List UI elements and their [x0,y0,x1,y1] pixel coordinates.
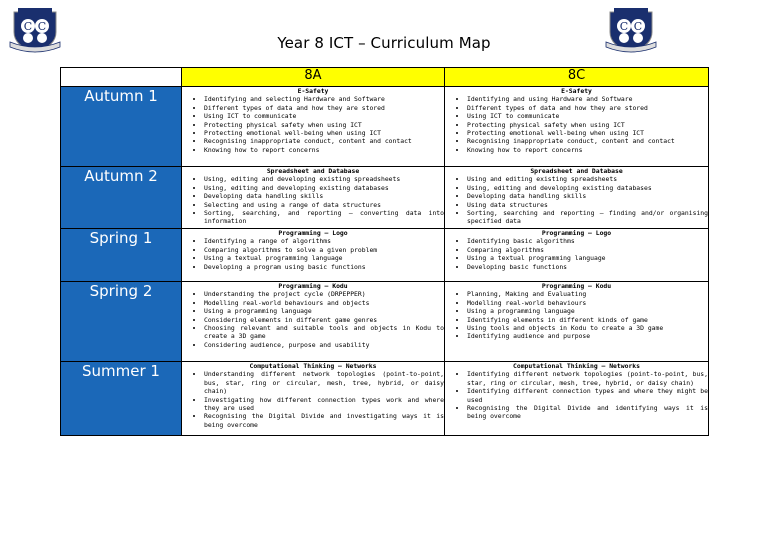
unit-title: Spreadsheet and Database [530,167,623,175]
list-item: • Knowing how to report concerns [467,146,708,154]
list-item: • Comparing algorithms to solve a given problem [204,246,444,254]
unit-title: Computational Thinking – Networks [249,362,377,370]
objective-list [182,95,444,154]
objective-list [445,175,708,225]
objective-list [182,370,444,429]
unit-title: Programming – Logo [278,229,348,237]
list-item: • Recognising inappropriate conduct, content and contact [204,137,444,145]
svg-text:C: C [633,20,643,33]
cell-8c [445,167,709,229]
unit-title: Spreadsheet and Database [266,167,360,175]
curriculum-table [60,67,709,436]
list-item: • Modelling real-world behaviours [467,299,708,307]
list-item: • Understanding different network topologies (point-to-point, bus, star, ring or circular, mesh, tree, hybrid, or daisy chain) [204,370,444,395]
list-item: • Developing basic functions [467,263,708,271]
cell-8a [182,167,445,229]
cell-8c [445,362,709,436]
list-item: • Recognising the Digital Divide and investigating ways it is being overcome [204,412,444,429]
list-item: • Comparing algorithms [467,246,708,254]
list-item: • Sorting, searching and reporting – finding and/or organising specified data [467,209,708,226]
objective-list [445,290,708,340]
list-item: • Using ICT to communicate [204,112,444,120]
table-row [61,167,709,229]
list-item: • Planning, Making and Evaluating [467,290,708,298]
list-item: • Recognising the Digital Divide and identifying ways it is being overcome [467,404,708,421]
cell-8a [182,87,445,167]
list-item: • Considering audience, purpose and usability [204,341,444,349]
list-item: • Identifying and using Hardware and Software [467,95,708,103]
column-header-8c: 8C [445,68,709,87]
cell-8a [182,229,445,282]
header-corner [61,68,182,87]
list-item: • Choosing relevant and suitable tools and objects in Kodu to create a 3D game [204,324,444,341]
list-item: • Using a textual programming language [204,254,444,262]
list-item: • Developing a program using basic functions [204,263,444,271]
list-item: • Identifying a range of algorithms [204,237,444,245]
unit-title: Programming – Logo [541,229,612,237]
table-row [61,282,709,362]
list-item: • Protecting physical safety when using ICT [204,121,444,129]
list-item: • Using a programming language [204,307,444,315]
list-item: • Developing data handling skills [467,192,708,200]
list-item: • Using a textual programming language [467,254,708,262]
cell-8c [445,282,709,362]
cell-8c [445,87,709,167]
list-item: • Sorting, searching, and reporting – converting data into information [204,209,444,226]
curriculum-rows [61,87,709,436]
table-row [61,229,709,282]
svg-text:C: C [619,20,629,33]
term-label: Spring 1 [61,229,182,282]
unit-title: Programming – Kodu [541,282,612,290]
list-item: • Using tools and objects in Kodu to create a 3D game [467,324,708,332]
svg-text:C: C [23,20,33,33]
objective-list [445,95,708,154]
term-label: Spring 2 [61,282,182,362]
list-item: • Identifying and selecting Hardware and Software [204,95,444,103]
column-header-8a: 8A [182,68,445,87]
list-item: • Using, editing and developing existing spreadsheets [204,175,444,183]
svg-text:C: C [37,20,47,33]
term-label: Summer 1 [61,362,182,436]
term-label: Autumn 1 [61,87,182,167]
objective-list [182,175,444,225]
list-item: • Considering elements in different game genres [204,316,444,324]
list-item: • Using, editing and developing existing databases [204,184,444,192]
page-title: Year 8 ICT – Curriculum Map [277,34,491,52]
list-item: • Protecting emotional well-being when using ICT [204,129,444,137]
objective-list [445,237,708,271]
list-item: • Understanding the project cycle (DRPEPPER) [204,290,444,298]
list-item: • Identifying audience and purpose [467,332,708,340]
cell-8c [445,229,709,282]
list-item: • Identifying different connection types and where they might be used [467,387,708,404]
unit-title: Programming – Kodu [278,282,348,290]
unit-title: E-Safety [297,87,329,95]
table-header-row [61,68,709,87]
list-item: • Different types of data and how they are stored [467,104,708,112]
cell-8a [182,362,445,436]
list-item: • Modelling real-world behaviours and objects [204,299,444,307]
list-item: • Different types of data and how they are stored [204,104,444,112]
table-row [61,362,709,436]
cell-8a [182,282,445,362]
list-item: • Using and editing existing spreadsheets [467,175,708,183]
list-item: • Recognising inappropriate conduct, content and contact [467,137,708,145]
term-label: Autumn 2 [61,167,182,229]
list-item: • Using ICT to communicate [467,112,708,120]
list-item: • Protecting physical safety when using ICT [467,121,708,129]
unit-title: E-Safety [561,87,592,95]
objective-list [445,370,708,420]
list-item: • Investigating how different connection types work and where they are used [204,396,444,413]
list-item: • Protecting emotional well-being when using ICT [467,129,708,137]
objective-list [182,237,444,271]
objective-list [182,290,444,349]
table-row [61,87,709,167]
list-item: • Selecting and using a range of data structures [204,201,444,209]
unit-title: Computational Thinking – Networks [513,362,640,370]
list-item: • Using data structures [467,201,708,209]
list-item: • Identifying basic algorithms [467,237,708,245]
list-item: • Developing data handling skills [204,192,444,200]
list-item: • Identifying elements in different kinds of game [467,316,708,324]
list-item: • Using a programming language [467,307,708,315]
list-item: • Knowing how to report concerns [204,146,444,154]
list-item: • Using, editing and developing existing databases [467,184,708,192]
list-item: • Identifying different network topologies (point-to-point, bus, star, ring or circular, mesh, tree, hybrid, or daisy chain) [467,370,708,387]
